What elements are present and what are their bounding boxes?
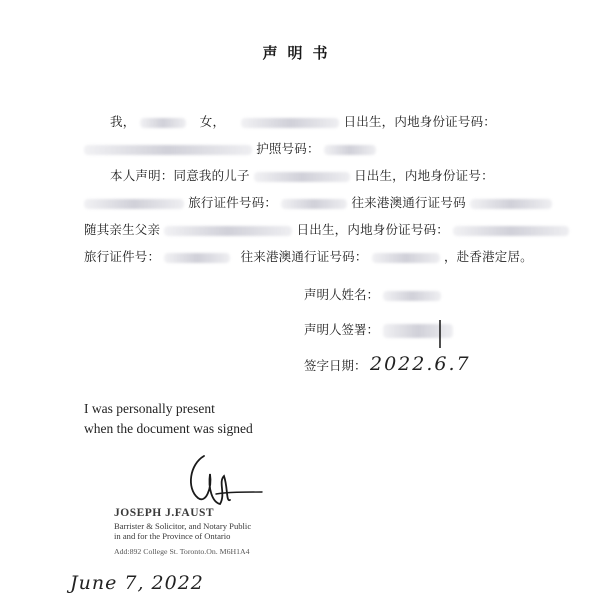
- redacted-declarant-name: [383, 291, 441, 301]
- para2-line3: [84, 220, 569, 238]
- para2-permit-label: 往来港澳通行证号码: [351, 195, 466, 210]
- notary-stamp-line1: Barrister & Solicitor, and Notary Public: [114, 521, 252, 531]
- notary-stamp-address: Add:892 College St. Toronto.On. M6H1A4: [114, 547, 250, 556]
- redacted-son-info: [254, 172, 350, 182]
- para2-line4-travel-label: 旅行证件号：: [84, 249, 161, 264]
- para1-prefix: 我，: [110, 114, 136, 129]
- notary-statement-line1: I was personally present: [84, 401, 215, 416]
- redacted-birthdate: [241, 118, 339, 128]
- declarant-name-row: [304, 285, 441, 303]
- redacted-father-id: [453, 226, 569, 236]
- notary-statement-line2: when the document was signed: [84, 421, 253, 436]
- para2-line1: [110, 166, 494, 184]
- para2-intro: 本人声明：同意我的儿子: [110, 168, 250, 183]
- declarant-date-row: [304, 356, 367, 374]
- declarant-sign-label: 声明人签署：: [304, 322, 380, 337]
- redacted-father-permit: [372, 253, 440, 263]
- para2-line4: [84, 247, 533, 265]
- para2-line2: [84, 193, 552, 211]
- redacted-passport: [324, 145, 376, 155]
- para1-line1: [110, 112, 496, 130]
- redacted-name: [140, 118, 186, 128]
- signature-stroke-icon: [432, 318, 448, 354]
- para2-line3-birth: 日出生，内地身份证号码：: [296, 222, 449, 237]
- notary-stamp-name: JOSEPH J.FAUST: [114, 507, 215, 519]
- para2-line3-prefix: 随其亲生父亲: [84, 222, 161, 237]
- redacted-id-number: [84, 145, 252, 155]
- declarant-date-handwritten: 2022.6.7: [370, 353, 471, 375]
- notary-stamp-line2: in and for the Province of Ontario: [114, 531, 231, 541]
- declarant-date-label: 签字日期：: [304, 358, 367, 373]
- redacted-son-travel-doc: [281, 199, 347, 209]
- document-title: 声明书: [262, 44, 338, 62]
- redacted-son-permit: [470, 199, 552, 209]
- redacted-father-travel-doc: [164, 253, 230, 263]
- para1-passport-label: 护照号码：: [256, 141, 320, 156]
- para2-birth-suffix: 日出生，内地身份证号：: [354, 168, 494, 183]
- para2-line4-suffix: ，赴香港定居。: [443, 249, 533, 264]
- notary-handwritten-date: June 7, 2022: [70, 572, 204, 594]
- para1-birth-suffix: 日出生，内地身份证号码：: [343, 114, 496, 129]
- para2-travel-doc-label: 旅行证件号码：: [188, 195, 278, 210]
- para2-line4-permit-label: 往来港澳通行证号码：: [240, 249, 368, 264]
- redacted-son-id: [84, 199, 184, 209]
- para1-gender: 女，: [199, 114, 226, 129]
- declarant-sign-row: [304, 320, 453, 338]
- redacted-father-info: [164, 226, 292, 236]
- para1-line2: [84, 139, 376, 157]
- declarant-name-label: 声明人姓名：: [304, 287, 380, 302]
